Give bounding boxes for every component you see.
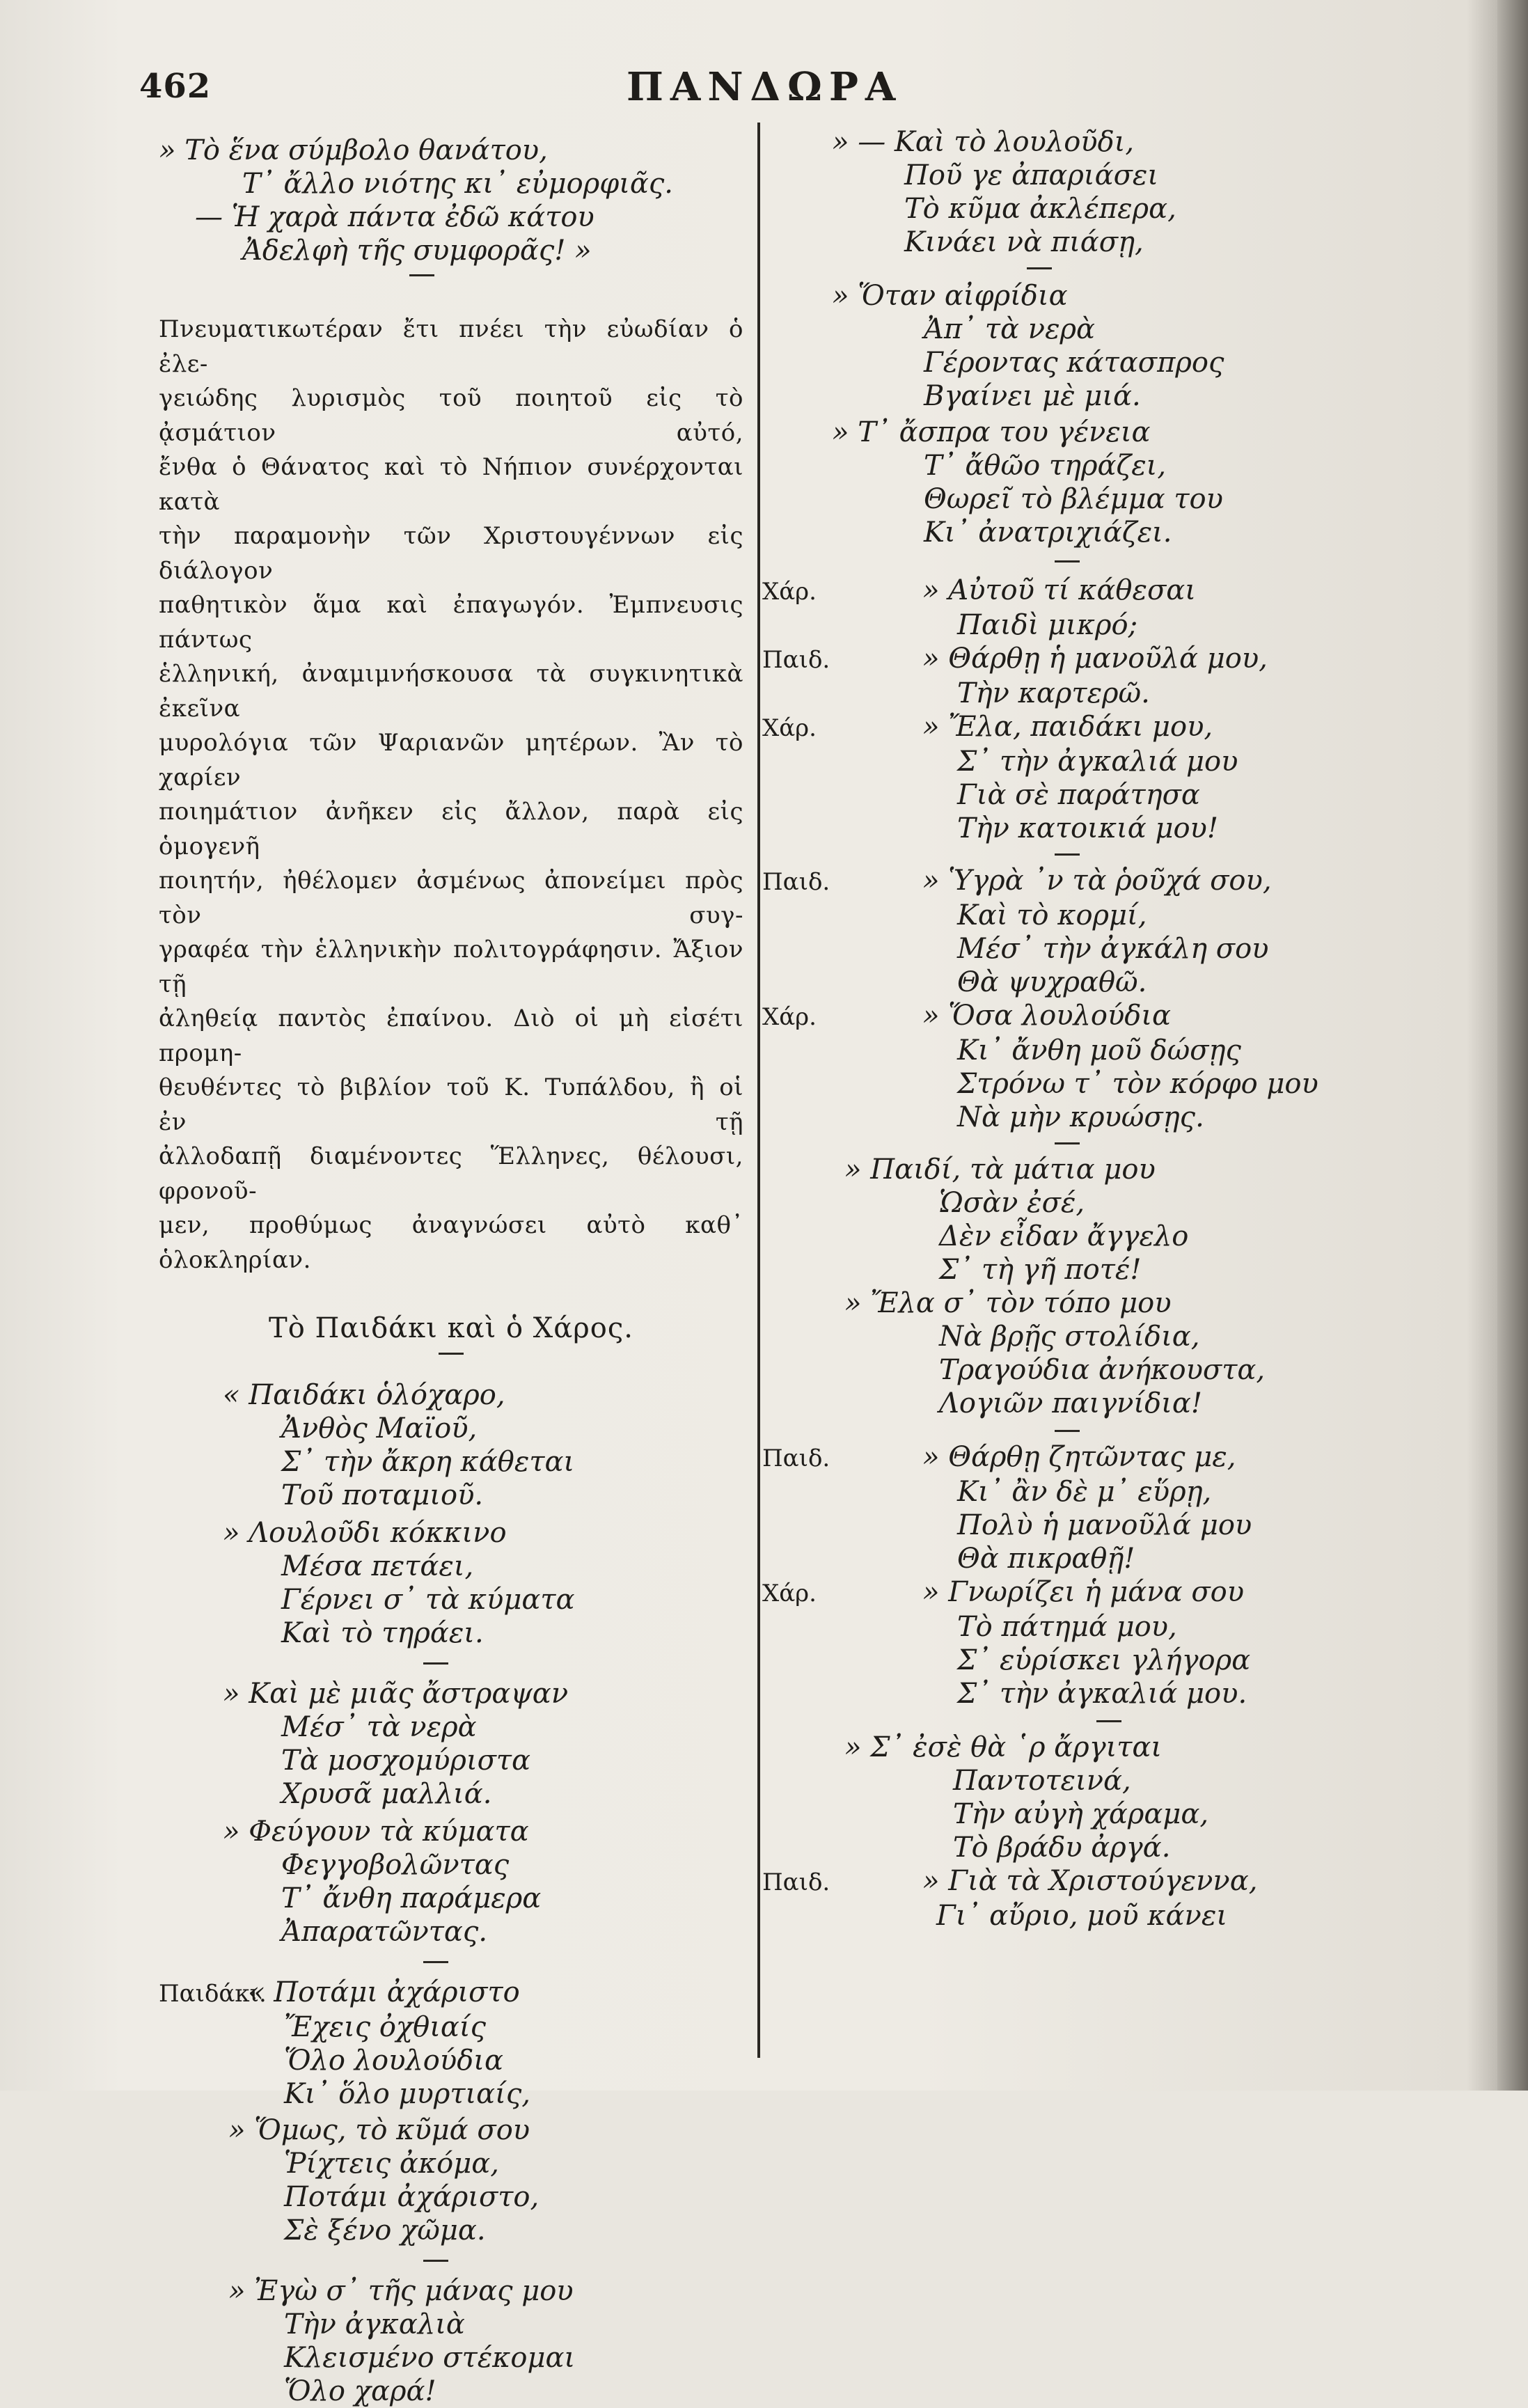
prose-line: θευθέντες τὸ βιβλίον τοῦ Κ. Τυπάλδου, ἢ οἱ ἐν τῇ: [159, 1073, 743, 1136]
prose-line: μυρολόγια τῶν Ψαριανῶν μητέρων. Ἂν τὸ χαρίεν: [159, 729, 743, 792]
speaker-label: Χάρ.: [762, 1003, 817, 1031]
verse-line: Κλεισμένο στέκομαι: [284, 2342, 576, 2374]
verse-line: » Θάρθῃ ζητῶντας με,: [922, 1441, 1236, 1473]
verse-line: Ῥίχτεις ἀκόμα,: [284, 2148, 499, 2180]
speaker-label: Παιδάκι.: [159, 1980, 267, 2008]
verse-line: Νὰ βρῇς στολίδια,: [939, 1321, 1200, 1353]
prose-line: ποιημάτιον ἀνῆκεν εἰς ἄλλον, παρὰ εἰς ὁμογενῆ: [159, 798, 743, 860]
verse-line: Παντοτεινά,: [953, 1765, 1131, 1797]
verse-line: Τὴν αὐγὴ χάραμα,: [953, 1798, 1209, 1830]
verse-line: Θὰ ψυχραθῶ.: [957, 966, 1147, 998]
speaker-label: Παιδ.: [762, 868, 830, 896]
verse-line: » Παιδί, τὰ μάτια μου: [844, 1154, 1156, 1186]
short-rule: [423, 2260, 448, 2262]
verse-line: Στρόνω τ᾿ τὸν κόρφο μου: [957, 1068, 1318, 1100]
prose-line: ἀληθείᾳ παντὸς ἐπαίνου. Διὸ οἱ μὴ εἰσέτι προμη-: [159, 1005, 743, 1067]
verse-line: » Θάρθῃ ἡ μανοῦλά μου,: [922, 643, 1268, 675]
prose-line: ἀλλοδαπῇ διαμένοντες Ἕλληνες, θέλουσι, φρονοῦ-: [159, 1142, 743, 1205]
verse-line: Γι᾿ αὔριο, μοῦ κάνει: [936, 1900, 1228, 1932]
verse-line: Πολὺ ἡ μανοῦλά μου: [957, 1509, 1252, 1541]
verse-line: Ἀπαρατῶντας.: [281, 1916, 488, 1948]
verse-line: » Ὅσα λουλούδια: [922, 1000, 1172, 1032]
verse-line: Γέροντας κάτασπρος: [924, 347, 1224, 379]
verse-line: » Ὅμως, τὸ κῦμά σου: [228, 2114, 530, 2146]
verse-line: Τραγούδια ἀνήκουστα,: [939, 1354, 1266, 1386]
verse-line: Κι᾿ ἂν δὲ μ᾿ εὕρῃ,: [957, 1476, 1212, 1508]
speaker-label: Χάρ.: [762, 714, 817, 742]
verse-line: Μέσ᾿ τὴν ἀγκάλη σου: [957, 933, 1269, 965]
dialogue-block: [762, 1864, 1458, 1933]
verse-line: Σ᾿ εὑρίσκει γλήγορα: [957, 1644, 1251, 1676]
verse-line: Ἀδελφὴ τῆς συμφορᾶς! »: [242, 235, 592, 267]
verse-top: [159, 134, 743, 267]
running-title: ΠΑΝΔΩΡΑ: [627, 64, 903, 110]
stanza: [762, 416, 1458, 549]
verse-line: Νὰ μὴν κρυώσῃς.: [957, 1101, 1204, 1133]
verse-line: » Ὑγρὰ ᾿ν τὰ ῥοῦχά σου,: [922, 865, 1272, 897]
verse-line: Βγαίνει μὲ μιά.: [924, 380, 1141, 412]
verse-line: Σ᾿ τὴν ἄκρη κάθεται: [281, 1446, 575, 1478]
stanza: [159, 1677, 743, 1811]
speaker-label: Παιδ.: [762, 646, 830, 674]
verse-line: Λογιῶν παιγνίδια!: [939, 1387, 1202, 1419]
short-rule: [423, 1662, 448, 1665]
page-gutter-shadow: [1497, 0, 1528, 2091]
verse-line: Σ᾿ τὴν ἀγκαλιά μου: [957, 746, 1238, 778]
verse-line: » Σ᾿ ἐσὲ θὰ ῾ρ ἄργιται: [844, 1731, 1163, 1763]
verse-line: Ἔχεις ὀχθιαίς: [284, 2011, 487, 2043]
verse-line: Μέσ᾿ τὰ νερὰ: [281, 1711, 477, 1743]
verse-line: » Καὶ μὲ μιᾶς ἄστραψαν: [223, 1678, 569, 1710]
prose-line: παθητικὸν ἅμα καὶ ἐπαγωγόν. Ἐμπνευσις πάντως: [159, 591, 743, 654]
page-header: [0, 64, 1497, 123]
verse-line: Σ᾿ τὴ γῆ ποτέ!: [939, 1254, 1142, 1286]
short-rule: [439, 1353, 464, 1355]
short-rule: [1055, 1142, 1080, 1144]
stanza: [159, 1378, 743, 1512]
verse-line: » Αὐτοῦ τί κάθεσαι: [922, 574, 1196, 606]
verse-line: Σ᾿ τὴν ἀγκαλιά μου.: [957, 1678, 1247, 1710]
short-rule: [1096, 1720, 1121, 1722]
short-rule: [423, 1961, 448, 1963]
verse-line: Ἀπ᾿ τὰ νερὰ: [924, 313, 1096, 345]
verse-line: Τὰ μοσχομύριστα: [281, 1745, 531, 1777]
verse-line: » Φεύγουν τὰ κύματα: [223, 1816, 529, 1848]
verse-line: Τ᾿ ἄνθη παράμερα: [281, 1882, 542, 1914]
verse-line: Κινάει νὰ πιάσῃ,: [904, 226, 1144, 258]
short-rule: [1055, 1430, 1080, 1432]
prose-line: ἑλληνική, ἀναμιμνήσκουσα τὰ συγκινητικὰ ἐκεῖνα: [159, 660, 743, 723]
verse-line: Ποῦ γε ἀπαριάσει: [904, 159, 1159, 191]
verse-line: » Ἔλα, παιδάκι μου,: [922, 711, 1213, 743]
verse-line: Κι᾿ ὅλο μυρτιαίς,: [284, 2078, 530, 2110]
speaker-label: Παιδ.: [762, 1445, 830, 1472]
verse-line: « Ποτάμι ἀχάριστο: [248, 1976, 520, 2008]
verse-line: » Τ᾿ ἄσπρα του γένεια: [832, 416, 1151, 448]
verse-line: Μέσα πετάει,: [281, 1550, 474, 1582]
short-rule: [1027, 267, 1052, 269]
short-rule: [409, 274, 434, 276]
commentary-paragraph: [159, 313, 743, 1277]
verse-line: Δὲν εἶδαν ἄγγελο: [939, 1220, 1189, 1252]
verse-line: » Γνωρίζει ἡ μάνα σου: [922, 1576, 1245, 1608]
verse-line: Σὲ ξένο χῶμα.: [284, 2214, 486, 2246]
page-number: 462: [139, 67, 212, 106]
verse-line: Ποτάμι ἀχάριστο,: [284, 2181, 539, 2213]
speaker-label: Χάρ.: [762, 578, 817, 606]
verse-line: Τ᾿ ἄλλο νιότης κι᾿ εὐμορφιᾶς.: [242, 168, 674, 200]
poem-title: Τὸ Παιδάκι καὶ ὁ Χάρος.: [269, 1312, 633, 1344]
verse-line: Χρυσᾶ μαλλιά.: [281, 1778, 492, 1810]
verse-line: Θὰ πικραθῇ!: [957, 1543, 1135, 1575]
stanza: [762, 125, 1458, 259]
speaker-label: Χάρ.: [762, 1580, 817, 1607]
prose-line: τὴν παραμονὴν τῶν Χριστουγέννων εἰς διάλογον: [159, 522, 743, 585]
verse-line: » Τὸ ἕνα σύμβολο θανάτου,: [159, 134, 548, 166]
prose-line: ἔνθα ὁ Θάνατος καὶ τὸ Νήπιον συνέρχονται κατὰ: [159, 453, 743, 516]
stanza: [159, 2274, 743, 2408]
verse-line: Τ᾿ ἄθῶο τηράζει,: [924, 450, 1167, 482]
prose-line: μεν, προθύμως ἀναγνώσει αὐτὸ καθ᾿ ὁλοκληρίαν.: [159, 1211, 743, 1274]
verse-line: Τὸ βράδυ ἀργά.: [953, 1832, 1171, 1864]
verse-line: » Ἐγὼ σ᾿ τῆς μάνας μου: [228, 2275, 574, 2307]
verse-line: Καὶ τὸ τηράει.: [281, 1617, 484, 1649]
speaker-label: Παιδ.: [762, 1868, 830, 1896]
left-column: [159, 134, 743, 2408]
verse-line: Θωρεῖ τὸ βλέμμα του: [924, 483, 1223, 515]
column-divider: [757, 123, 760, 2058]
verse-line: Τὴν καρτερῶ.: [957, 677, 1150, 709]
verse-line: Καὶ τὸ κορμί,: [957, 899, 1147, 931]
verse-line: Τὸ κῦμα ἀκλέπερα,: [904, 193, 1176, 225]
verse-line: Ὅλο χαρά!: [284, 2375, 436, 2407]
verse-line: — Ἡ χαρὰ πάντα ἐδῶ κάτου: [195, 201, 594, 233]
stanza: [159, 1815, 743, 1949]
verse-line: Ὡσὰν ἐσέ,: [939, 1187, 1085, 1219]
verse-line: » Ὅταν αἰφρίδια: [832, 280, 1068, 312]
stanza: [762, 1286, 1458, 1420]
verse-line: » — Καὶ τὸ λουλοῦδι,: [832, 126, 1135, 158]
prose-line: Πνευματικωτέραν ἔτι πνέει τὴν εὐωδίαν ὁ ἐλε-: [159, 315, 743, 378]
stanza: [159, 2114, 743, 2247]
verse-line: Φεγγοβολῶντας: [281, 1849, 510, 1881]
dialogue-block: [762, 1440, 1458, 1710]
verse-line: Γιὰ σὲ παράτησα: [957, 779, 1200, 811]
stanza: [762, 1731, 1458, 1864]
verse-line: Ἀνθὸς Μαϊοῦ,: [281, 1412, 478, 1445]
stanza: [762, 279, 1458, 413]
verse-line: Τὸ πάτημά μου,: [957, 1611, 1177, 1643]
prose-line: γειώδης λυρισμὸς τοῦ ποιητοῦ εἰς τὸ ᾀσμάτιον αὐτό,: [159, 384, 743, 447]
verse-line: « Παιδάκι ὁλόχαρο,: [223, 1379, 505, 1411]
verse-line: » Ἔλα σ᾿ τὸν τόπο μου: [844, 1287, 1172, 1319]
short-rule: [1055, 853, 1080, 856]
verse-line: Τὴν ἀγκαλιὰ: [284, 2308, 465, 2340]
dialogue-block: [762, 574, 1458, 845]
verse-line: Κι᾿ ἄνθη μοῦ δώσῃς: [957, 1034, 1241, 1067]
verse-line: Τοῦ ποταμιοῦ.: [281, 1479, 484, 1511]
verse-line: Γέρνει σ᾿ τὰ κύματα: [281, 1584, 575, 1616]
verse-line: Τὴν κατοικιά μου!: [957, 812, 1218, 844]
stanza: [762, 1153, 1458, 1286]
verse-line: Κι᾿ ἀνατριχιάζει.: [924, 517, 1172, 549]
verse-line: » Γιὰ τὰ Χριστούγεννα,: [922, 1865, 1258, 1897]
verse-line: » Λουλοῦδι κόκκινο: [223, 1517, 507, 1549]
short-rule: [1055, 560, 1080, 562]
prose-line: ποιητήν, ἠθέλομεν ἀσμένως ἀπονείμει πρὸς τὸν συγ-: [159, 867, 743, 929]
dialogue-block: [762, 864, 1458, 1134]
verse-line: Ὅλο λουλούδια: [284, 2045, 503, 2077]
verse-line: Παιδὶ μικρό;: [957, 609, 1138, 641]
stanza: [159, 1516, 743, 1650]
prose-line: γραφέα τὴν ἑλληνικὴν πολιτογράφησιν. Ἄξιον τῇ: [159, 936, 743, 998]
right-column: [762, 125, 1458, 1933]
